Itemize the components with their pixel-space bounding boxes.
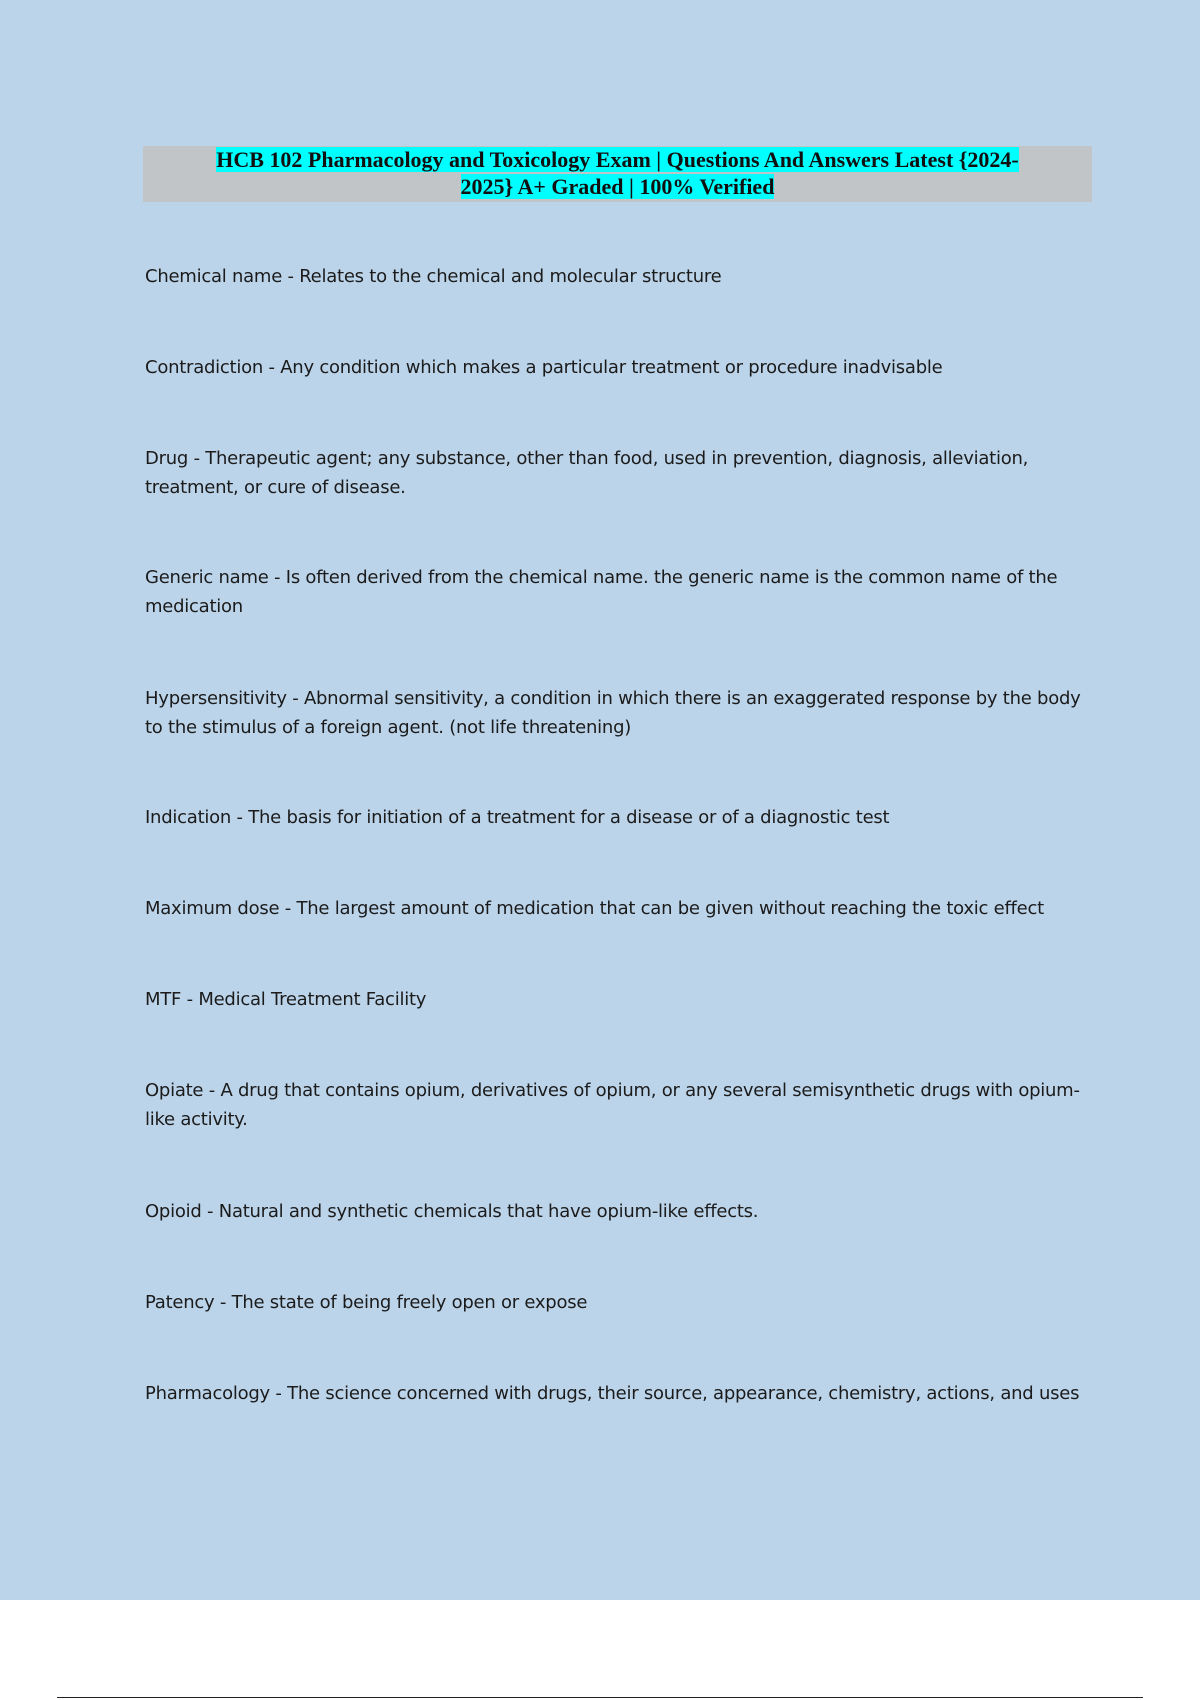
definition-entry: Patency - The state of being freely open or expose — [145, 1292, 588, 1313]
definition-entry: Drug - Therapeutic agent; any substance, other than food, used in prevention, diagnosis, alleviation, treatment, or cure of disease. — [145, 448, 1029, 498]
definition-entry: Pharmacology - The science concerned with drugs, their source, appearance, chemistry, actions, and uses — [145, 1383, 1080, 1404]
definition-entry: Contradiction - Any condition which makes a particular treatment or procedure inadvisable — [145, 357, 943, 378]
definition-entry: Maximum dose - The largest amount of medication that can be given without reaching the toxic effect — [145, 898, 1044, 919]
definition-entry: Indication - The basis for initiation of a treatment for a disease or of a diagnostic test — [145, 807, 890, 828]
title-line-1: HCB 102 Pharmacology and Toxicology Exam | Questions And Answers Latest {2024- — [216, 147, 1019, 172]
definition-entry: Generic name - Is often derived from the chemical name. the generic name is the common name of the medication — [145, 567, 1058, 617]
definition-entry: MTF - Medical Treatment Facility — [145, 989, 427, 1010]
definition-entry: Opiate - A drug that contains opium, derivatives of opium, or any several semisynthetic drugs with opium-like activity. — [145, 1080, 1080, 1130]
definition-entry: Hypersensitivity - Abnormal sensitivity, a condition in which there is an exaggerated response by the body to the stimulus of a foreign agent. (not life threatening) — [145, 688, 1081, 738]
definition-entry: Opioid - Natural and synthetic chemicals that have opium-like effects. — [145, 1201, 759, 1222]
definition-entry: Chemical name - Relates to the chemical and molecular structure — [145, 266, 722, 287]
title-line-2: 2025} A+ Graded | 100% Verified — [460, 174, 775, 199]
document-title — [143, 146, 1092, 202]
page-divider — [57, 1697, 1143, 1698]
